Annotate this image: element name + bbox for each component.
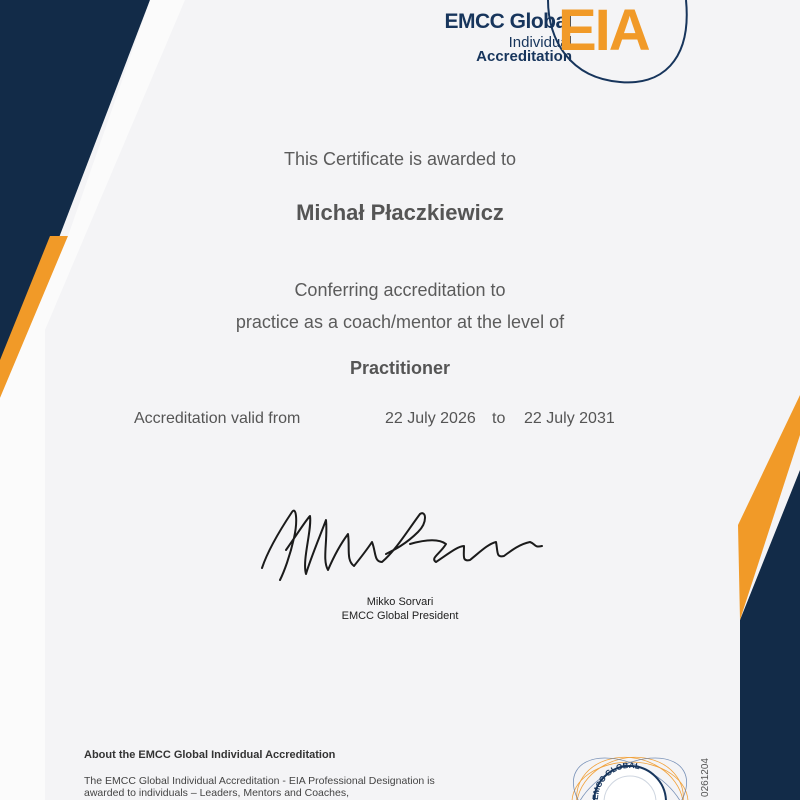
signatory-name: Mikko Sorvari bbox=[366, 596, 434, 608]
accreditation-level: Practitioner bbox=[349, 358, 451, 378]
serial-number: 0261204 bbox=[700, 758, 711, 797]
valid-to-date: 22 July 2031 bbox=[524, 410, 615, 427]
about-body: The EMCC Global Individual Accreditation - EIA Professional Designation is awarded to individuals – Leaders, Mentors and Coaches, bbox=[84, 775, 435, 799]
signature bbox=[250, 490, 550, 590]
logo-text-individual: Individual bbox=[508, 34, 572, 51]
valid-to-word: to bbox=[492, 410, 506, 427]
logo-eia-mark: EIA bbox=[558, 0, 649, 63]
conferring-line-1: Conferring accreditation to bbox=[294, 280, 506, 300]
emcc-eia-logo bbox=[430, 0, 700, 90]
conferring-line-2: practice as a coach/mentor at the level of bbox=[235, 312, 565, 332]
logo-text-accreditation: Accreditation bbox=[476, 48, 572, 65]
signatory-title: EMCC Global President bbox=[341, 610, 459, 622]
emcc-global-seal bbox=[560, 730, 700, 800]
about-title: About the EMCC Global Individual Accreditation bbox=[84, 749, 336, 761]
seal-text: EMCC GLOBAL bbox=[590, 760, 641, 800]
valid-from-date: 22 July 2026 bbox=[385, 410, 476, 427]
recipient-name: Michał Płaczkiewicz bbox=[296, 200, 504, 225]
logo-text-emcc-global: EMCC Global bbox=[444, 10, 572, 33]
valid-label: Accreditation valid from bbox=[134, 410, 301, 427]
awarded-text: This Certificate is awarded to bbox=[283, 149, 517, 169]
